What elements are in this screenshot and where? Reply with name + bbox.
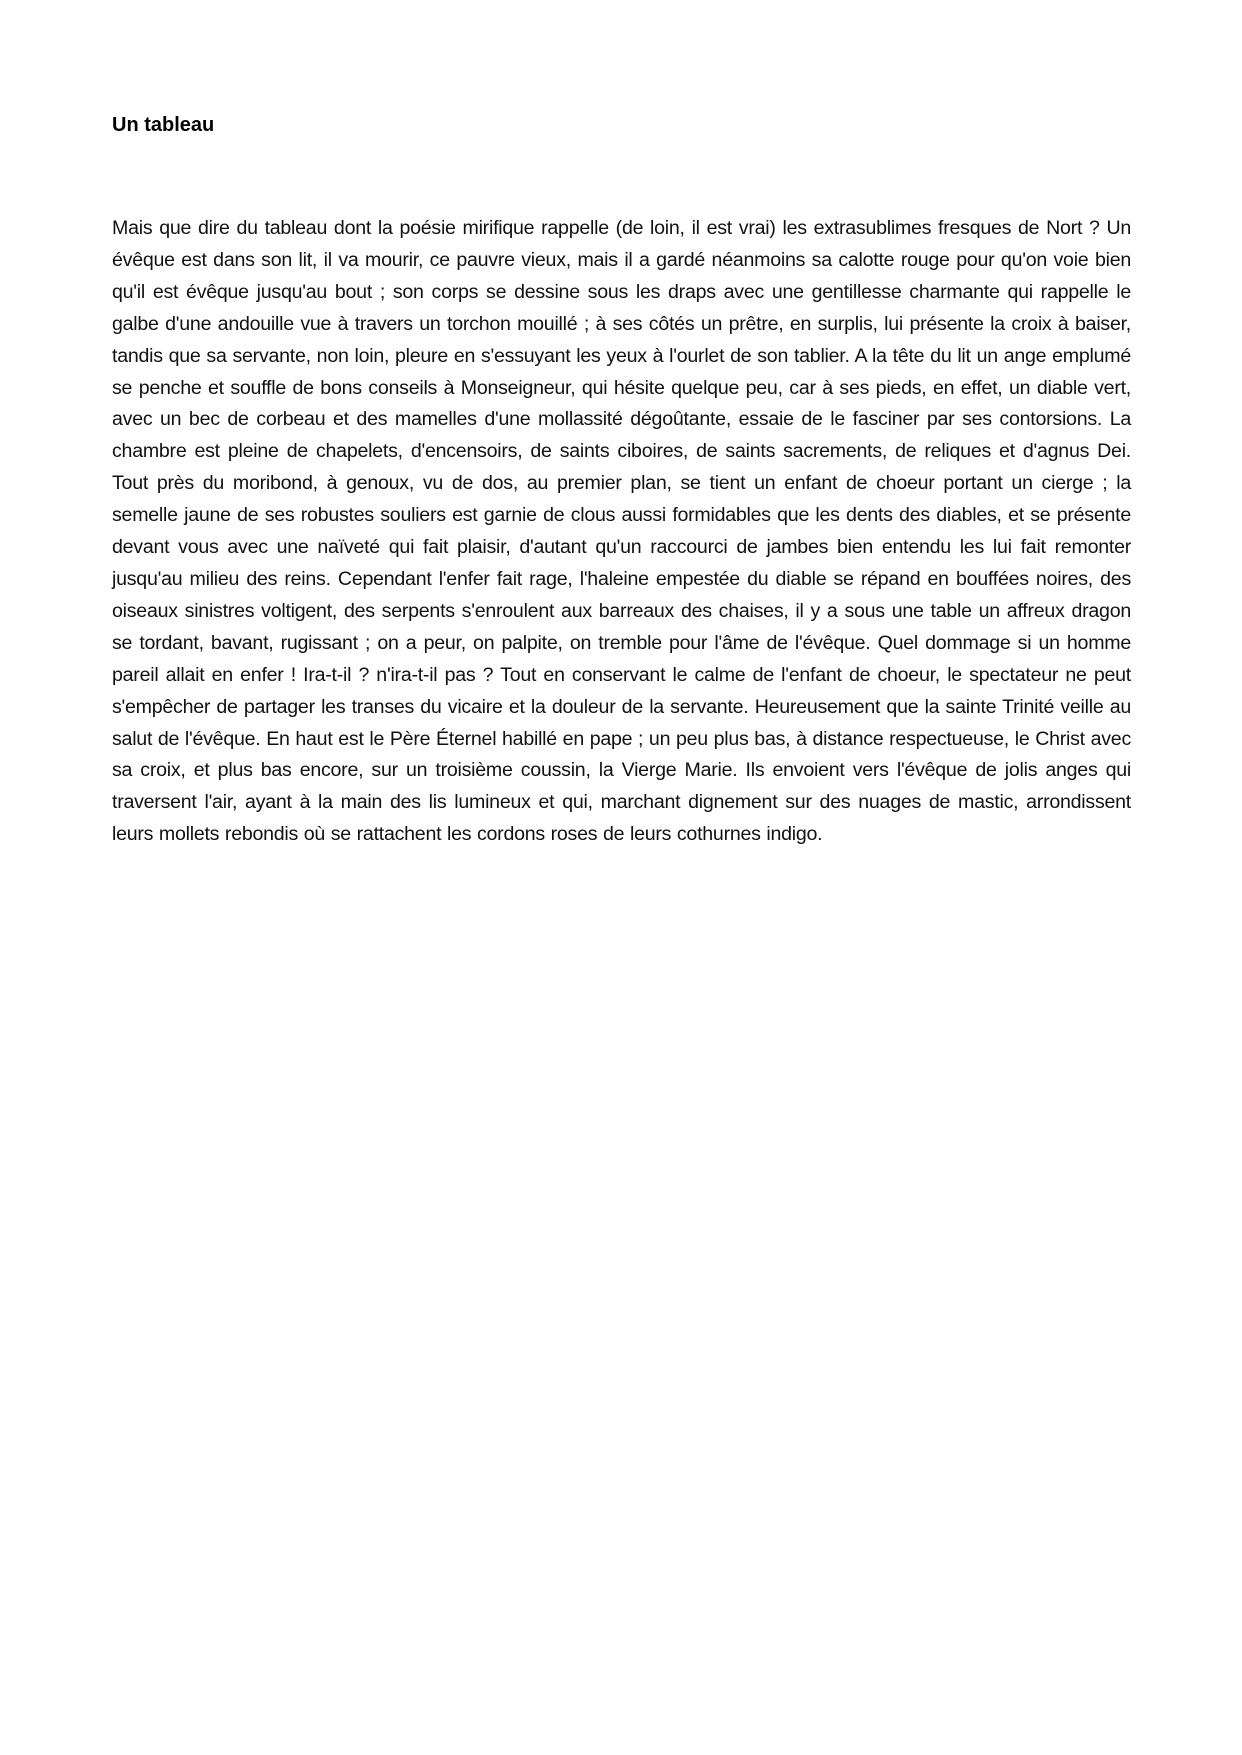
body-paragraph: Mais que dire du tableau dont la poésie mirifique rappelle (de loin, il est vrai) les extrasublimes fresques de Nort ? Un évêque est dans son lit, il va mourir, ce pauvre vieux, mais il a gardé néanmoins sa calotte rouge pour qu'on voie bien qu'il est évêque jusqu'au bout ; son corps se dessine sous les draps avec une gentillesse charmante qui rappelle le galbe d'une andouille vue à travers un torchon mouillé ; à ses côtés un prêtre, en surplis, lui présente la croix à baiser, tandis que sa servante, non loin, pleure en s'essuyant les yeux à l'ourlet de son tablier. A la tête du lit un ange emplumé se penche et souffle de bons conseils à Monseigneur, qui hésite quelque peu, car à ses pieds, en effet, un diable vert, avec un bec de corbeau et des mamelles d'une mollassité dégoûtante, essaie de le fasciner par ses contorsions. La chambre est pleine de chapelets, d'encensoirs, de saints ciboires, de saints sacrements, de reliques et d'agnus Dei. Tout près du moribond, à genoux, vu de dos, au premier plan, se tient un enfant de choeur portant un cierge ; la semelle jaune de ses robustes souliers est garnie de clous aussi formidables que les dents des diables, et se présente devant vous avec une naïveté qui fait plaisir, d'autant qu'un raccourci de jambes bien entendu les lui fait remonter jusqu'au milieu des reins. Cependant l'enfer fait rage, l'haleine empestée du diable se répand en bouffées noires, des oiseaux sinistres voltigent, des serpents s'enroulent aux barreaux des chaises, il y a sous une table un affreux dragon se tordant, bavant, rugissant ; on a peur, on palpite, on tremble pour l'âme de l'évêque. Quel dommage si un homme pareil allait en enfer ! Ira-t-il ? n'ira-t-il pas ? Tout en conservant le calme de l'enfant de choeur, le spectateur ne peut s'empêcher de partager les transes du vicaire et la douleur de la servante. Heureusement que la sainte Trinité veille au salut de l'évêque. En haut est le Père Éternel habillé en pape ; un peu plus bas, à distance respectueuse, le Christ avec sa croix, et plus bas encore, sur un troisième coussin, la Vierge Marie. Ils envoient vers l'évêque de jolis anges qui traversent l'air, ayant à la main des lis lumineux et qui, marchant dignement sur des nuages de mastic, arrondissent leurs mollets rebondis où se rattachent les cordons roses de leurs cothurnes indigo.: [112, 217, 1131, 846]
document-title: Un tableau: [112, 114, 215, 136]
